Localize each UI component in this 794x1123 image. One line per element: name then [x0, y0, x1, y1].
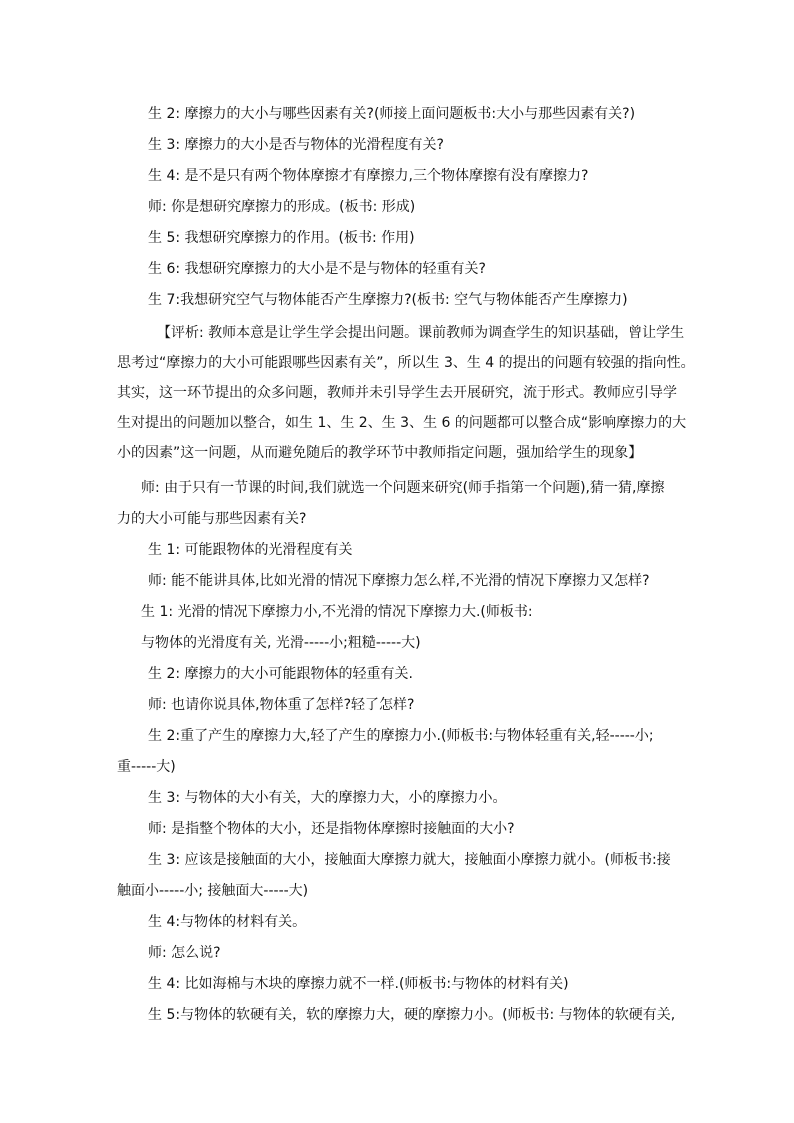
dialogue-line: 生 6: 我想研究摩擦力的大小是不是与物体的轻重有关?: [148, 261, 486, 277]
dialogue-line: 与物体的光滑度有关, 光滑-----小;粗糙-----大): [141, 635, 421, 651]
dialogue-line: 师: 能不能讲具体,比如光滑的情况下摩擦力怎么样,不光滑的情况下摩擦力又怎样?: [148, 573, 650, 589]
dialogue-line: 生 2:重了产生的摩擦力大,轻了产生的摩擦力小.(师板书:与物体轻重有关,轻-----小;: [148, 728, 654, 744]
commentary-line: 其实，这一环节提出的众多问题，教师并未引导学生去开展研究，流于形式。教师应引导学: [117, 385, 677, 401]
dialogue-line: 生 7:我想研究空气与物体能否产生摩擦力?(板书: 空气与物体能否产生摩擦力): [148, 292, 628, 308]
dialogue-line: 力的大小可能与那些因素有关?: [117, 511, 307, 527]
dialogue-line: 师: 由于只有一节课的时间,我们就选一个问题来研究(师手指第一个问题),猜一猜,摩擦: [141, 480, 665, 496]
dialogue-line: 生 5: 我想研究摩擦力的作用。(板书: 作用): [148, 230, 415, 246]
dialogue-line: 生 2: 摩擦力的大小与哪些因素有关?(师接上面问题板书:大小与那些因素有关?): [148, 106, 636, 122]
dialogue-line: 师: 你是想研究摩擦力的形成。(板书: 形成): [148, 199, 416, 215]
dialogue-line: 生 5:与物体的软硬有关，软的摩擦力大，硬的摩擦力小。(师板书: 与物体的软硬有关,: [148, 1007, 676, 1023]
dialogue-line: 师: 也请你说具体,物体重了怎样?轻了怎样?: [148, 697, 415, 713]
dialogue-line: 生 3: 摩擦力的大小是否与物体的光滑程度有关?: [148, 137, 444, 153]
commentary-line: 思考过“摩擦力的大小可能跟哪些因素有关”，所以生 3、生 4 的提出的问题有较强的指向性。: [117, 355, 695, 371]
dialogue-line: 触面小-----小; 接触面大-----大): [117, 883, 309, 899]
dialogue-line: 生 1: 可能跟物体的光滑程度有关: [148, 542, 353, 558]
dialogue-line: 生 3: 应该是接触面的大小，接触面大摩擦力就大，接触面小摩擦力就小。(师板书:接: [148, 852, 671, 868]
dialogue-line: 生 4: 比如海棉与木块的摩擦力就不一样.(师板书:与物体的材料有关): [148, 976, 569, 992]
commentary-line: 生对提出的问题加以整合，如生 1、生 2、生 3、生 6 的问题都可以整合成“影响摩擦力的大: [117, 415, 687, 431]
dialogue-line: 重-----大): [117, 759, 176, 775]
commentary-line: 【评析: 教师本意是让学生学会提出问题。课前教师为调查学生的知识基础，曾让学生: [157, 325, 685, 341]
commentary-line: 小的因素”这一问题，从而避免随后的教学环节中教师指定问题，强加给学生的现象】: [117, 445, 643, 461]
dialogue-line: 生 4: 是不是只有两个物体摩擦才有摩擦力,三个物体摩擦有没有摩擦力?: [148, 168, 589, 184]
dialogue-line: 师: 怎么说?: [148, 945, 221, 961]
dialogue-line: 生 4:与物体的材料有关。: [148, 914, 307, 930]
dialogue-line: 生 1: 光滑的情况下摩擦力小,不光滑的情况下摩擦力大.(师板书:: [141, 604, 533, 620]
dialogue-line: 师: 是指整个物体的大小，还是指物体摩擦时接触面的大小?: [148, 821, 515, 837]
dialogue-line: 生 2: 摩擦力的大小可能跟物体的轻重有关.: [148, 666, 413, 682]
dialogue-line: 生 3: 与物体的大小有关，大的摩擦力大，小的摩擦力小。: [148, 790, 507, 806]
